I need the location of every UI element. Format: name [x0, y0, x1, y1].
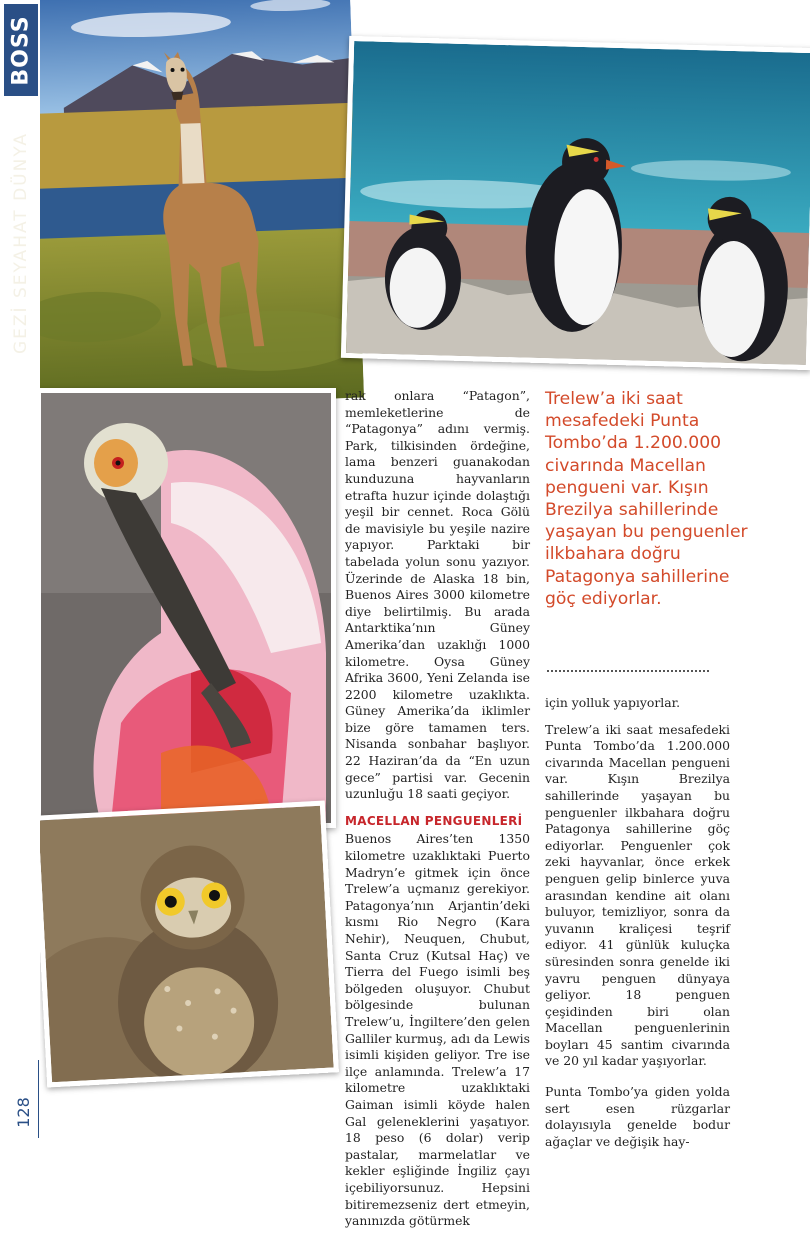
article-paragraph: için yolluk yapıyorlar. — [545, 695, 681, 710]
article-paragraph: rak onlara “Patagon”, memleketlerine de “Patagonya” adını vermiş. Park, tilkisinden ördeğine, lama benzeri guanakodan kunduzuna hayvanların etrafta huzur içinde dolaştığı yeşil bir cennet. Roca Gölü de mavisiyle bu yeşile nazire yapıyor. Parktaki bir tabelada yolun sonu yazıyor. Üzerinde de Alaska 18 bin, Buenos Aires 3000 kilometre diye belirtilmiş. Bu arada Antarktika’nın Güney Amerika’dan uzaklığı 1000 kilometre. Oysa Güney Afrika 3600, Yeni Zelanda ise 2200 kilometre uzaklıkta. Güney Amerika’da iklimler bize göre tamamen ters. Nisanda sonbahar başlıyor. 22 Haziran’da da “En uzun gece” partisi var. Gecenin uzunluğu 18 saati geçiyor. — [345, 388, 530, 802]
magazine-logo: BOSS — [4, 4, 38, 96]
roseate-spoonbill-photo — [36, 388, 336, 828]
article-column-1 — [345, 388, 530, 1236]
page-number: 128 — [13, 1096, 33, 1128]
rockhopper-penguins-photo — [341, 36, 810, 370]
guanaco-photo — [0, 0, 364, 410]
page-number-rule — [38, 1060, 39, 1138]
article-paragraph: Buenos Aires’ten 1350 kilometre uzaklıktaki Puerto Madryn’e gitmek için önce Trelew’a uçmanız gerekiyor. Patagonya’nın Arjantin’deki kısmı Rio Negro (Kara Nehir), Neuquen, Chubut, Santa Cruz (Kutsal Haç) ve Tierra del Fuego isimli beş bölgeden oluşuyor. Chubut bölgesinde bulunan Trelew’u, İngiltere’den gelen Galliler kurmuş, adı da Lewis isimli kişiden geliyor. Tre ise ilçe anlamında. Trelew’a 17 kilometre uzaklıktaki Gaiman isimli köyde halen Gal geleneklerini yaşatıyor. 18 peso (6 dolar) verip pastalar, marmelatlar ve kekler eşliğinde İngiliz çayı içebiliyorsunuz. Hepsini bitiremezseniz dert etmeyin, yanınızda götürmek — [345, 831, 530, 1229]
pull-quote-divider — [547, 670, 709, 672]
section-title: GEZİ SEYAHAT DÜNYA — [11, 131, 31, 355]
article-subheading: MACELLAN PENGUENLERİ — [345, 813, 523, 828]
article-paragraph: Punta Tombo’ya giden yolda sert esen rüzgarlar dolayısıyla genelde bodur ağaçlar ve değişik hay- — [545, 1084, 730, 1149]
burrowing-owl-photo — [33, 801, 339, 1088]
article-paragraph: Trelew’a iki saat mesafedeki Punta Tombo’da 1.200.000 civarında Macellan pengueni var. Kışın Brezilya sahillerinde yaşayan bu penguenler ilkbahara doğru Patagonya sahillerine göç ediyorlar. Penguenler çok zeki hayvanlar, önce erkek penguen gelip binlerce yuva arasından kendine ait olanı buluyor, temizliyor, sonra da yuvanın kraliçesi teşrif ediyor. 41 günlük kuluçka süresinden sonra genelde iki yavru penguen dünyaya geliyor. 18 penguen çeşidinden biri olan Macellan penguenlerinin boyları 45 santim civarında ve 20 yıl kadar yaşıyorlar. — [545, 721, 730, 1069]
article-column-2 — [545, 695, 730, 1156]
pull-quote: Trelew’a iki saat mesafedeki Punta Tombo’da 1.200.000 civarında Macellan pengueni var. Kışın Brezilya sahillerinde yaşayan bu penguenler ilkbahara doğru Patagonya sahillerine göç ediyorlar. — [545, 389, 748, 609]
